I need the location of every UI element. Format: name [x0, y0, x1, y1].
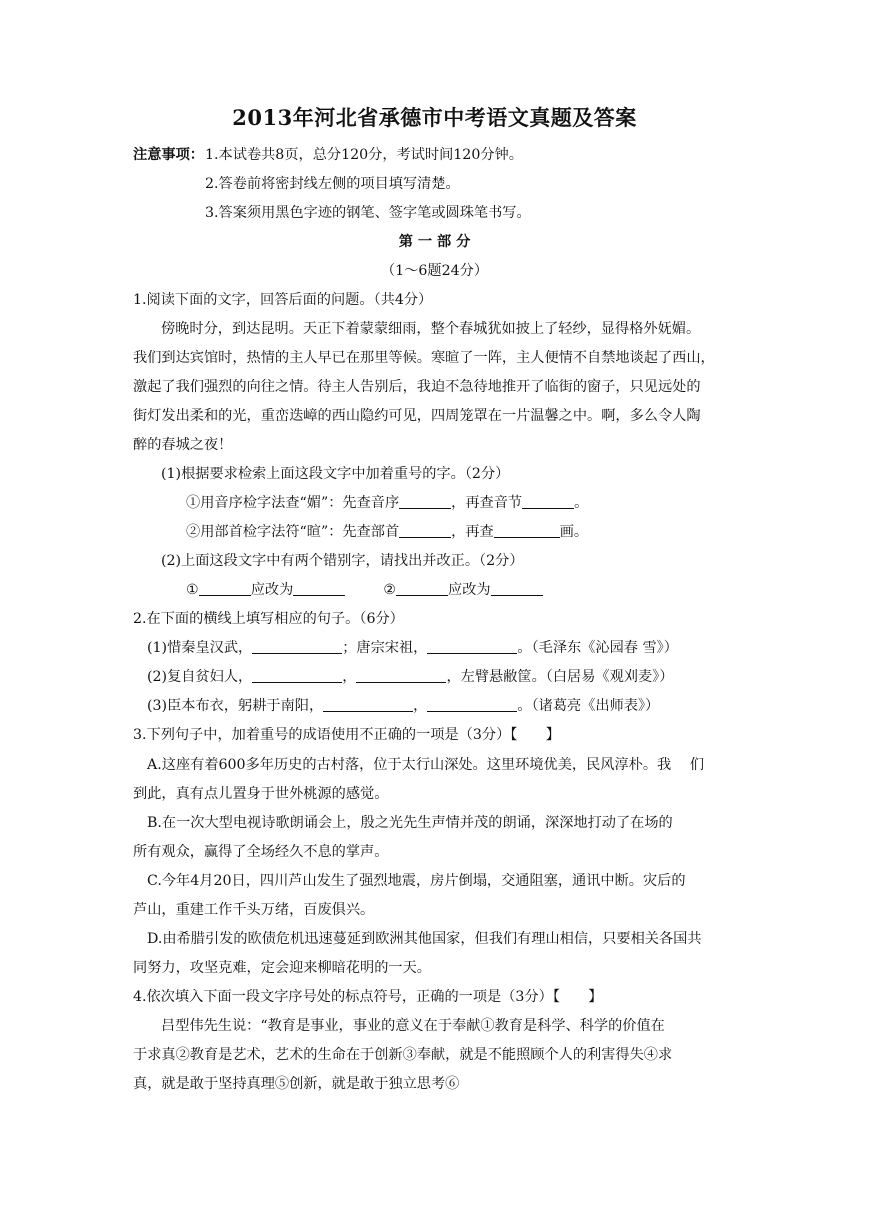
page-title: 2013年河北省承德市中考语文真题及答案	[232, 105, 637, 130]
q1-sub1b-text-3: 画。	[559, 524, 589, 540]
q3-option-c-line-2: 芦山，重建工作千头万绪，百废俱兴。	[133, 902, 375, 918]
q2-line-1-text-3: 。（毛泽东《沁园春 雪》）	[517, 640, 678, 656]
q3-option-d-line-1: D.由希腊引发的欧债危机迅速蔓延到欧洲其他国家，但我们有理山相信，只要相关各国共	[147, 931, 702, 947]
answer-blank[interactable]	[356, 668, 446, 683]
q1-sub1a	[186, 494, 588, 512]
answer-blank[interactable]	[427, 697, 517, 712]
q1-sub2a	[186, 581, 543, 599]
answer-blank[interactable]	[491, 581, 543, 596]
q1-sub1a-text-3: 。	[574, 495, 589, 511]
notice-item-3: 3.答案须用黑色字迹的钢笔、签字笔或圆珠笔书写。	[205, 205, 531, 221]
q2-line-3-text-2: ，	[413, 698, 428, 714]
q1-sub1: (1)根据要求检索上面这段文字中加着重号的字。（2分）	[161, 466, 510, 482]
q3-stem: 3.下列句子中，加着重号的成语使用不正确的一项是（3分）【 】	[133, 727, 560, 743]
q3-option-a-line-2: 到此，真有点儿置身于世外桃源的感觉。	[133, 786, 389, 802]
q1-sub1b	[186, 523, 588, 541]
q2-line-3-text-3: 。（诸葛亮《出师表》）	[517, 698, 660, 714]
q2-line-2-text-3: ，左臂悬敝筐。（白居易《观刈麦》）	[446, 669, 674, 685]
answer-blank[interactable]	[427, 639, 517, 654]
answer-blank[interactable]	[252, 668, 342, 683]
q2-line-2	[147, 668, 673, 686]
q2-line-3	[147, 697, 659, 715]
answer-blank[interactable]	[199, 581, 251, 596]
answer-blank[interactable]	[323, 697, 413, 712]
q3-option-a-line-1: A.这座有着600多年历史的古村落，位于太行山深处。这里环境优美，民风淳朴。我 们	[147, 757, 705, 773]
answer-blank[interactable]	[293, 581, 345, 596]
q2-line-1-text-2: ；唐宗宋祖，	[342, 640, 428, 656]
q1-sub1a-text-2: ，再查音节	[451, 495, 523, 511]
answer-blank[interactable]	[396, 581, 448, 596]
q1-passage-line-3: 激起了我们强烈的向往之情。待主人告别后，我迫不急待地推开了临街的窗子，只见远处的	[133, 379, 701, 395]
q4-passage-line-2: 于求真②教育是艺术，艺术的生命在于创新③奉献，就是不能照顾个人的利害得失④求	[133, 1047, 673, 1063]
q4-passage-line-3: 真，就是敢于坚持真理⑤创新，就是敢于独立思考⑥	[133, 1076, 460, 1092]
q3-option-b-line-2: 所有观众，赢得了全场经久不息的掌声。	[133, 844, 389, 860]
q1-sub1b-text-1: ②用部首检字法符“暄”：先查部首	[186, 524, 400, 540]
q1-sub2a-num-2: ②	[383, 582, 397, 598]
q2-line-1	[147, 639, 678, 657]
q1-sub1a-text-1: ①用音序检字法查“媚”：先查音序	[186, 495, 400, 511]
q4-passage-line-1: 吕型伟先生说：“教育是事业，事业的意义在于奉献①教育是科学、科学的价值在	[161, 1018, 665, 1034]
q1-stem: 1.阅读下面的文字，回答后面的问题。（共4分）	[133, 292, 433, 308]
q2-line-2-text-1: (2)复自贫妇人，	[147, 669, 253, 685]
q1-passage-line-1: 傍晚时分，到达昆明。天正下着蒙蒙细雨，整个春城犹如披上了轻纱，显得格外妩媚。	[161, 321, 701, 337]
part-heading: 第 一 部 分	[398, 234, 471, 250]
q4-stem: 4.依次填入下面一段文字序号处的标点符号，正确的一项是（3分）【 】	[133, 989, 603, 1005]
q3-option-d-line-2: 同努力，攻坚克难，定会迎来柳暗花明的一天。	[133, 960, 431, 976]
answer-blank[interactable]	[522, 494, 574, 509]
answer-blank[interactable]	[399, 523, 451, 538]
q1-passage-line-2: 我们到达宾馆时，热情的主人早已在那里等候。寒暄了一阵，主人便情不自禁地谈起了西山，	[133, 350, 715, 366]
q1-sub1b-text-2: ，再查	[451, 524, 494, 540]
answer-blank[interactable]	[399, 494, 451, 509]
q2-line-3-text-1: (3)臣本布衣，躬耕于南阳，	[147, 698, 324, 714]
q2-stem: 2.在下面的横线上填写相应的句子。（6分）	[133, 611, 404, 627]
answer-blank[interactable]	[252, 639, 342, 654]
q1-sub2: (2)上面这段文字中有两个错别字，请找出并改正。（2分）	[161, 553, 524, 569]
notice-item-1: 1.本试卷共8页，总分120分，考试时间120分钟。	[205, 147, 523, 163]
q1-passage-line-5: 醉的春城之夜！	[133, 437, 233, 453]
q1-passage-line-4: 街灯发出柔和的光，重峦迭嶂的西山隐约可见，四周笼罩在一片温馨之中。啊，多么令人陶	[133, 408, 701, 424]
notice-label: 注意事项：	[133, 147, 204, 163]
q1-sub2a-text-2: 应改为	[448, 582, 491, 598]
answer-blank[interactable]	[494, 523, 560, 538]
part-subheading: （1～6题24分）	[380, 263, 489, 279]
q3-option-b-line-1: B.在一次大型电视诗歌朗诵会上，殷之光先生声情并茂的朗诵，深深地打动了在场的	[147, 815, 673, 831]
q3-option-c-line-1: C.今年4月20日，四川芦山发生了强烈地震，房片倒塌，交通阻塞，通讯中断。灾后的	[147, 873, 686, 889]
q2-line-2-text-2: ，	[342, 669, 357, 685]
q1-sub2a-num-1: ①	[186, 582, 199, 598]
q2-line-1-text-1: (1)惜秦皇汉武，	[147, 640, 253, 656]
q1-sub2a-text-1: 应改为	[250, 582, 294, 598]
notice-item-2: 2.答卷前将密封线左侧的项目填写清楚。	[205, 176, 460, 192]
